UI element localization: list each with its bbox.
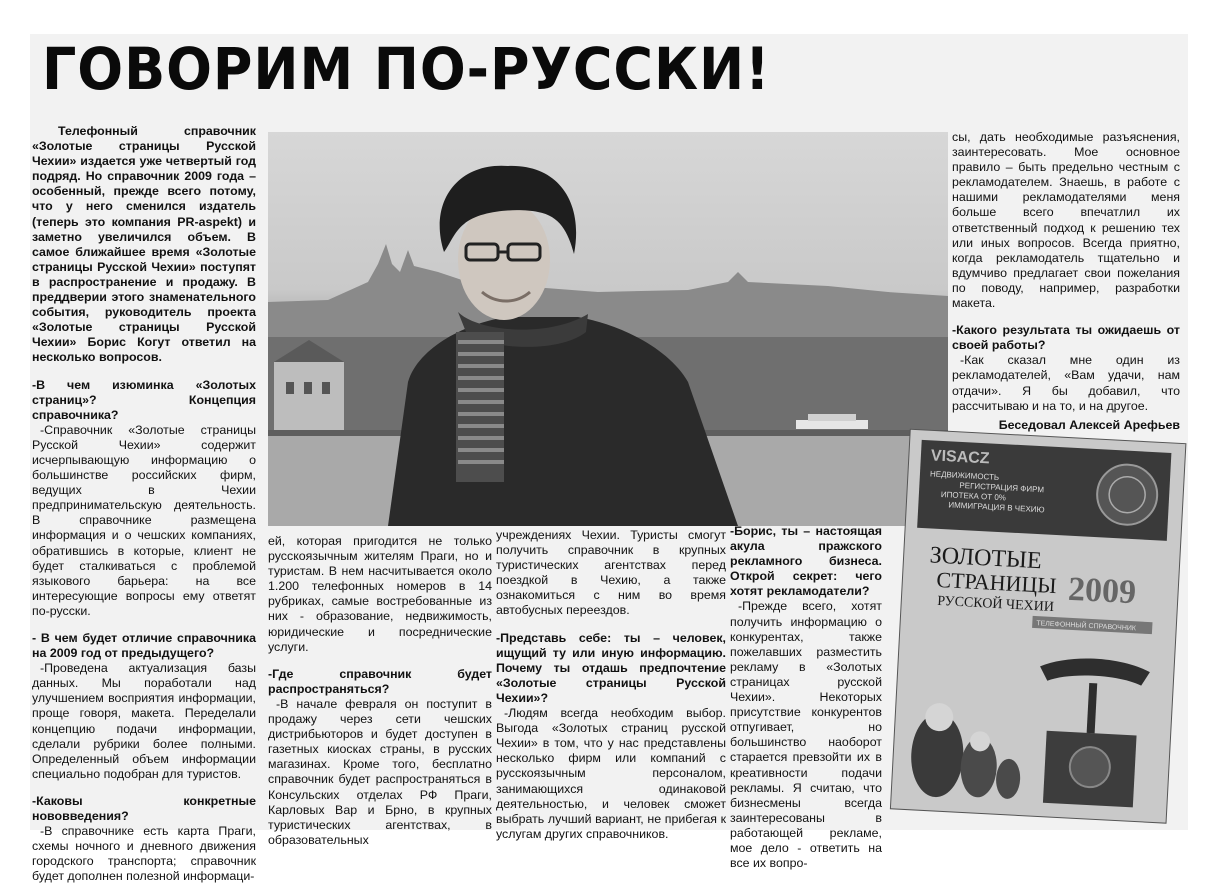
question-1: -В чем изюминка «Золотых страниц»? Концепция справочника? [32, 377, 256, 422]
question-7: -Какого результата ты ожидаешь от своей работы? [952, 323, 1180, 353]
article-column-5 [952, 130, 1180, 433]
article-lead: Телефонный справочник «Золотые страницы Русской Чехии» издается уже четвертый год подряд. Но справочник 2009 года – особенный, прежде всего потому, что у него сменился издатель (теперь это компания PR-aspekt) и заметно увеличился объем. В самое ближайшее время «Золотые страницы Русской Чехии» поступят в распространение и продажу. В преддверии этого знаменательного события, руководитель проекта «Золотые страницы Русской Чехии» Борис Когут ответил на несколько вопросов. [32, 124, 256, 365]
question-3: -Каковы конкретные нововведения? [32, 793, 256, 824]
question-5: -Представь себе: ты – человек, ищущий ту или иную информацию. Почему ты отдашь предпочтение «Золотые страницы Русской Чехии»? [496, 630, 726, 705]
answer-3: -В справочнике есть карта Праги, схемы ночного и дневного движения городского транспорта; справочник будет дополнен полезной информаци- [32, 824, 256, 884]
column-5-text: сы, дать необходимые разъяснения, заинтересовать. Мое основное правило – быть предельно честным с рекламодателем. Знаешь, в работе с нашими рекламодателями меня больше всего впечатлил их ответственный подход к решению тех или иных вопросов. Всегда приятно, когда рекламодатель тщательно и вдумчиво предлагает свои пожелания по поводу, например, разработки макета. [952, 130, 1180, 311]
answer-5: -Людям всегда необходим выбор. Выгода «Золотых страниц русской Чехии» в том, что у нас представлены несколько фирм или компаний с русскоязычным персоналом, занимающихся одинаковой деятельностью, и человек сможет выбрать лучший вариант, не прибегая к услугам других справочников. [496, 706, 726, 841]
ad-line-1: НЕДВИЖИМОСТЬ [929, 469, 1000, 482]
ad-line-2: РЕГИСТРАЦИЯ ФИРМ [959, 480, 1045, 495]
cover-year: 2009 [1067, 570, 1138, 612]
column-3-text: учреждениях Чехии. Туристы смогут получить справочник в крупных туристических агентствах перед поездкой в Чехию, а также ознакомиться с ним во время автобусных переездов. [496, 528, 726, 618]
question-4: -Где справочник будет распространяться? [268, 666, 492, 696]
ad-line-3: ИПОТЕКА ОТ 0% [940, 489, 1007, 503]
directory-cover-image [882, 430, 1186, 828]
cover-title-line-1: ЗОЛОТЫЕ [929, 542, 1043, 575]
column-2-text: ей, которая пригодится не только русскоязычным жителям Праги, но и туристам. В нем насчитывается около 1.200 телефонных номеров в 14 рубриках, самые востребованные из них - образование, недвижимость, юридические и посреднические услуги. [268, 534, 492, 654]
cover-subtitle: ТЕЛЕФОННЫЙ СПРАВОЧНИК [1036, 620, 1137, 633]
question-6: -Борис, ты – настоящая акула пражского рекламного бизнеса. Открой секрет: чего хотят рекламодатели? [730, 524, 882, 599]
answer-4: -В начале февраля он поступит в продажу через сети чешских дистрибьюторов и будет доступен в газетных киосках страны, в русских магазинах. Кроме того, бесплатно справочник будет распространяться в Консульских отделах РФ Праги, Карловых Вар и Брно, в крупных туристических агентствах, в образовательных [268, 696, 492, 847]
article-column-3 [496, 528, 726, 842]
newspaper-page [30, 34, 1188, 884]
answer-1: -Справочник «Золотые страницы Русской Чехии» содержит исчерпывающую информацию о большинстве российских фирм, ведущих в Чехии предпринимательскую деятельность. В справочнике размещена информация и о чешских компаниях, обратившись в которые, клиент не будет сталкиваться с проблемой языкового барьера: на все интересующие вопросы ему ответят по-русски. [32, 422, 256, 618]
answer-7: -Как сказал мне один из рекламодателей, «Вам удачи, нам отдачи». Я бы добавил, что рассчитываю и на то, и на другое. [952, 353, 1180, 413]
cover-title-line-3: РУССКОЙ ЧЕХИИ [936, 593, 1055, 616]
article-column-2 [268, 534, 492, 848]
article-column-4 [730, 524, 882, 871]
portrait-photo [268, 132, 948, 526]
cover-title-line-2: СТРАНИЦЫ [935, 566, 1058, 599]
question-2: - В чем будет отличие справочника на 2009 год от предыдущего? [32, 631, 256, 661]
article-column-1 [32, 124, 256, 885]
page-title: ГОВОРИМ ПО-РУССКИ! [42, 35, 771, 103]
byline: Беседовал Алексей Арефьев [998, 417, 1180, 432]
answer-2: -Проведена актуализация базы данных. Мы поработали над улучшением восприятия информации, проще говоря, макета. Переделали концепцию подачи информации, сделали рубрики более полными. Определенный объем информации специально подобран для туристов. [32, 661, 256, 781]
answer-6: -Прежде всего, хотят получить информацию о конкурентах, также пожелавших разместить рекламу в «Золотых страницах русской Чехии». Некоторых присутствие конкурентов отпугивает, но большинство наоборот старается превзойти их в креативности подачи рекламы. Я считаю, что бизнесмены всегда заинтересованы в работающей рекламе, мое дело - ответить на все их вопро- [730, 599, 882, 871]
ad-brand: VISACZ [930, 447, 990, 468]
ad-line-4: ИММИГРАЦИЯ В ЧЕХИЮ [948, 500, 1045, 515]
